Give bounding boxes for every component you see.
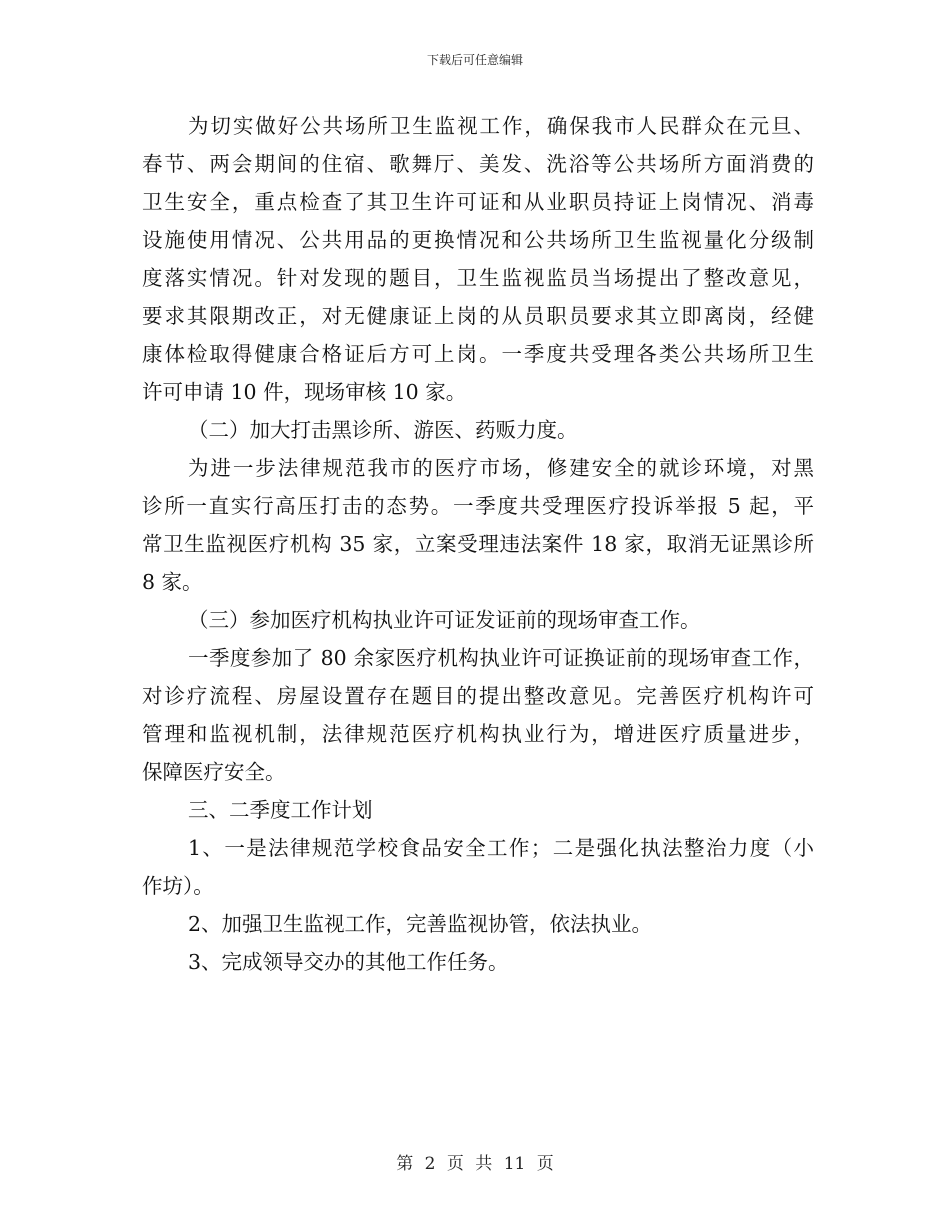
section-heading: （二）加大打击黑诊所、游医、药贩力度。 bbox=[188, 418, 578, 442]
paragraph-line: 度落实情况。针对发现的题目，卫生监视监员当场提出了整改意见， bbox=[142, 266, 814, 290]
paragraph-line: 对诊疗流程、房屋设置存在题目的提出整改意见。完善医疗机构许可 bbox=[142, 684, 814, 708]
paragraph-line: 设施使用情况、公共用品的更换情况和公共场所卫生监视量化分级制 bbox=[142, 228, 814, 252]
paragraph-line: 管理和监视机制，法律规范医疗机构执业行为，增进医疗质量进步， bbox=[142, 722, 814, 746]
section-heading: 三、二季度工作计划 bbox=[188, 798, 373, 822]
list-item: 1、一是法律规范学校食品安全工作；二是强化执法整治力度（小 bbox=[188, 836, 814, 860]
document-body bbox=[142, 107, 814, 981]
paragraph-line: 为进一步法律规范我市的医疗市场，修建安全的就诊环境，对黑 bbox=[188, 456, 814, 480]
list-item: 2、加强卫生监视工作，完善监视协管，依法执业。 bbox=[188, 912, 653, 936]
list-item-continuation: 作坊）。 bbox=[142, 874, 214, 898]
paragraph-line: 许可申请 10 件，现场审核 10 家。 bbox=[142, 380, 467, 404]
list-item: 3、完成领导交办的其他工作任务。 bbox=[188, 950, 509, 974]
paragraph-line: 保障医疗安全。 bbox=[142, 760, 286, 784]
section-heading: （三）参加医疗机构执业许可证发证前的现场审查工作。 bbox=[188, 608, 701, 632]
paragraph-line: 要求其限期改正，对无健康证上岗的从员职员要求其立即离岗，经健 bbox=[142, 304, 814, 328]
paragraph-line: 8 家。 bbox=[142, 570, 203, 594]
page-header: 下载后可任意编辑 bbox=[426, 53, 523, 67]
paragraph-line: 春节、两会期间的住宿、歌舞厅、美发、洗浴等公共场所方面消费的 bbox=[142, 152, 814, 176]
paragraph-line: 诊所一直实行高压打击的态势。一季度共受理医疗投诉举报 5 起，平 bbox=[142, 494, 814, 518]
paragraph-line: 康体检取得健康合格证后方可上岗。一季度共受理各类公共场所卫生 bbox=[142, 342, 814, 366]
paragraph-line: 为切实做好公共场所卫生监视工作，确保我市人民群众在元旦、 bbox=[188, 114, 814, 138]
page-number-footer: 第 2 页 共 11 页 bbox=[396, 1154, 554, 1174]
paragraph-line: 一季度参加了 80 余家医疗机构执业许可证换证前的现场审查工作， bbox=[188, 646, 814, 670]
paragraph-line: 卫生安全，重点检查了其卫生许可证和从业职员持证上岗情况、消毒 bbox=[142, 190, 814, 214]
paragraph-line: 常卫生监视医疗机构 35 家，立案受理违法案件 18 家，取消无证黑诊所 bbox=[142, 532, 814, 556]
